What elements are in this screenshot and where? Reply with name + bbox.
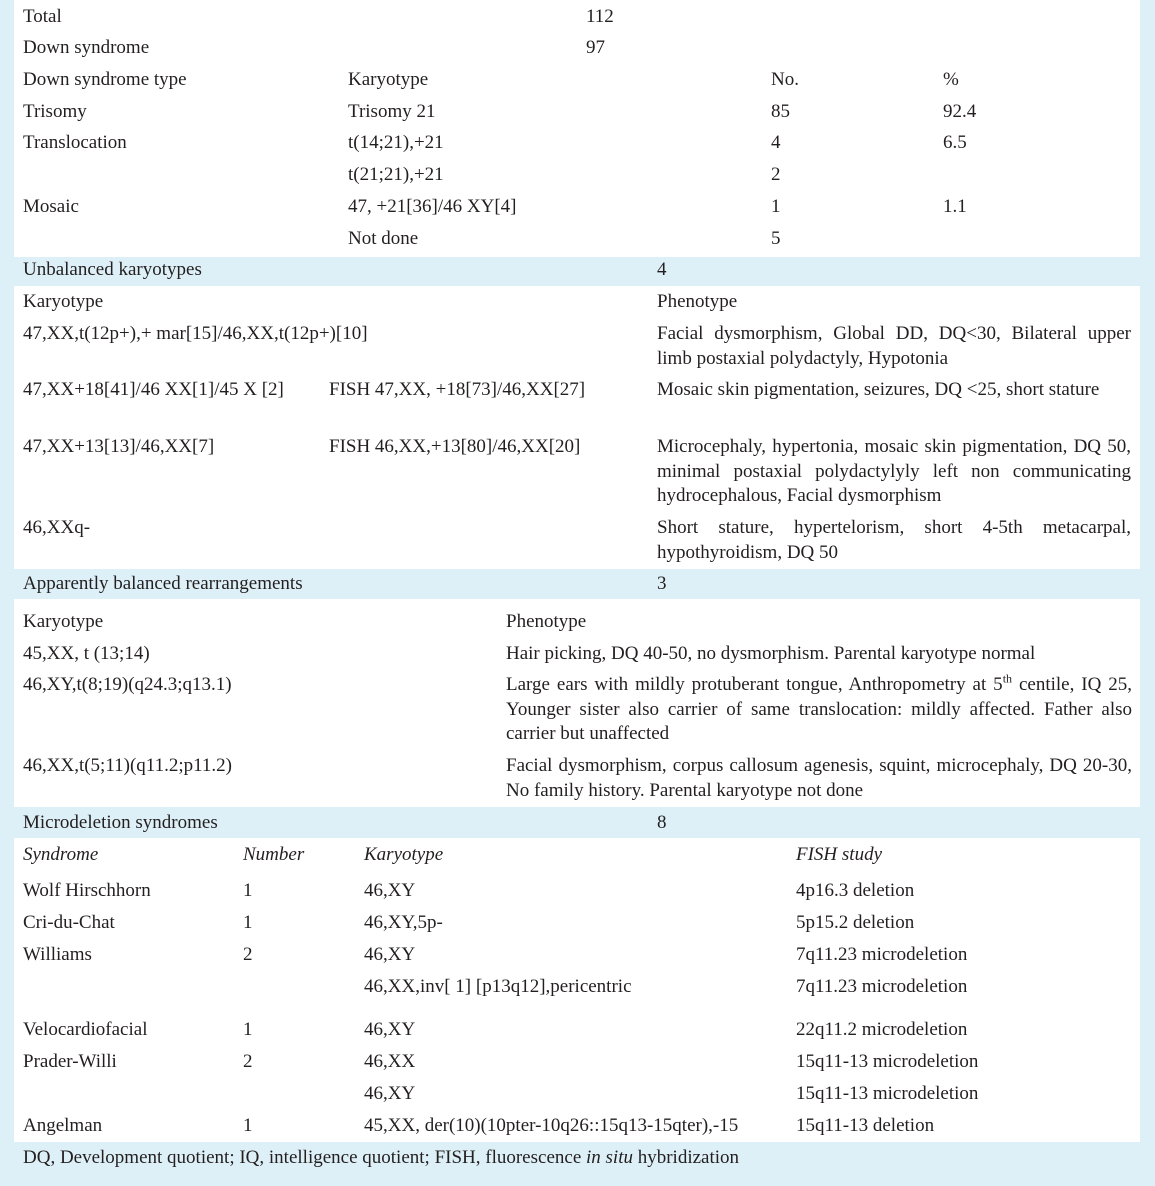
micro-karyotype: 46,XY — [364, 1019, 416, 1040]
unbalanced-phenotype: Facial dysmorphism, Global DD, DQ<30, Bilateral upper limb postaxial polydactyly, Hypotonia — [657, 323, 1131, 369]
micro-karyotype: 45,XX, der(10)(10pter-10q26::15q13-15qter),-15 — [364, 1115, 739, 1136]
balanced-header-karyotype: Karyotype — [23, 611, 104, 632]
footnote-text: DQ, Development quotient; IQ, intelligence quotient; FISH, fluorescence — [23, 1147, 586, 1168]
micro-karyotype: 46,XX — [364, 1051, 416, 1072]
micro-fish: 4p16.3 deletion — [796, 880, 915, 901]
microdeletion-count: 8 — [657, 812, 667, 833]
micro-number: 2 — [243, 944, 253, 965]
micro-fish: 7q11.23 microdeletion — [796, 944, 968, 965]
micro-syndrome: Prader-Willi — [23, 1051, 117, 1072]
micro-fish: 15q11-13 microdeletion — [796, 1083, 979, 1104]
ds-karyotype: t(14;21),+21 — [348, 132, 444, 153]
balanced-phenotype: Facial dysmorphism, corpus callosum agenesis, squint, microcephaly, DQ 20-30, No family history. Parental karyotype not done — [506, 755, 1132, 801]
micro-syndrome: Cri-du-Chat — [23, 912, 115, 933]
down-syndrome-value: 97 — [586, 37, 605, 58]
ds-header-karyotype: Karyotype — [348, 69, 429, 90]
ds-type: Trisomy — [23, 101, 87, 122]
unbalanced-fish: FISH 46,XX,+13[80]/46,XX[20] — [329, 436, 581, 457]
micro-karyotype: 46,XY — [364, 944, 416, 965]
micro-header-karyotype: Karyotype — [364, 844, 444, 865]
ds-karyotype: 47, +21[36]/46 XY[4] — [348, 196, 517, 217]
balanced-karyotype: 45,XX, t (13;14) — [23, 643, 150, 664]
ds-no: 2 — [771, 164, 781, 185]
micro-syndrome: Williams — [23, 944, 92, 965]
micro-header-number: Number — [243, 844, 305, 865]
unbalanced-fish: FISH 47,XX, +18[73]/46,XX[27] — [329, 379, 586, 400]
balanced-phenotype-part: Large ears with mildly protuberant tongue, Anthropometry at 5 — [506, 674, 1003, 695]
balanced-phenotype-part: centile, IQ 25, Younger sister also carrier of same translocation: mildly affected. Father also carrier but unaffected — [506, 674, 1132, 744]
micro-fish: 7q11.23 microdeletion — [796, 976, 968, 997]
total-label: Total — [23, 6, 62, 27]
table-footnote — [23, 1146, 739, 1170]
ds-header-no: No. — [771, 69, 799, 90]
unbalanced-phenotype: Mosaic skin pigmentation, seizures, DQ <25, short stature — [657, 379, 1100, 400]
unbalanced-header-karyotype: Karyotype — [23, 291, 104, 312]
balanced-title: Apparently balanced rearrangements — [23, 573, 303, 594]
footnote-text: hybridization — [632, 1147, 740, 1168]
micro-fish: 5p15.2 deletion — [796, 912, 915, 933]
ds-karyotype: t(21;21),+21 — [348, 164, 444, 185]
ds-pct: 92.4 — [943, 101, 977, 122]
balanced-phenotype: Hair picking, DQ 40-50, no dysmorphism. Parental karyotype normal — [506, 643, 1036, 664]
unbalanced-phenotype: Microcephaly, hypertonia, mosaic skin pigmentation, DQ 50, minimal postaxial polydactylyly left non communicating hydrocephalous, Facial dysmorphism — [657, 436, 1131, 506]
microdeletion-title: Microdeletion syndromes — [23, 812, 218, 833]
unbalanced-title: Unbalanced karyotypes — [23, 259, 202, 280]
micro-karyotype: 46,XX,inv[ 1] [p13q12],pericentric — [364, 976, 632, 997]
ds-karyotype: Not done — [348, 228, 419, 249]
ds-pct: 1.1 — [943, 196, 967, 217]
micro-number: 2 — [243, 1051, 253, 1072]
balanced-phenotype — [506, 673, 1132, 747]
unbalanced-header-phenotype: Phenotype — [657, 291, 738, 312]
balanced-phenotype-superscript: th — [1002, 671, 1013, 686]
micro-karyotype: 46,XY — [364, 880, 416, 901]
micro-fish: 15q11-13 microdeletion — [796, 1051, 979, 1072]
micro-header-syndrome: Syndrome — [23, 844, 99, 865]
balanced-header-phenotype: Phenotype — [506, 611, 587, 632]
ds-no: 4 — [771, 132, 781, 153]
balanced-count: 3 — [657, 573, 667, 594]
micro-fish: 22q11.2 microdeletion — [796, 1019, 968, 1040]
down-syndrome-label: Down syndrome — [23, 37, 150, 58]
micro-karyotype: 46,XY,5p- — [364, 912, 443, 933]
micro-syndrome: Velocardiofacial — [23, 1019, 148, 1040]
micro-number: 1 — [243, 1019, 253, 1040]
ds-pct: 6.5 — [943, 132, 967, 153]
ds-no: 5 — [771, 228, 781, 249]
ds-type: Translocation — [23, 132, 127, 153]
micro-syndrome: Wolf Hirschhorn — [23, 880, 151, 901]
ds-no: 85 — [771, 101, 790, 122]
ds-karyotype: Trisomy 21 — [348, 101, 436, 122]
total-value: 112 — [586, 6, 614, 27]
unbalanced-karyotype: 47,XX,t(12p+),+ mar[15]/46,XX,t(12p+)[10] — [23, 323, 368, 344]
unbalanced-count: 4 — [657, 259, 667, 280]
micro-number: 1 — [243, 880, 253, 901]
unbalanced-karyotype: 46,XXq- — [23, 517, 91, 538]
micro-fish: 15q11-13 deletion — [796, 1115, 935, 1136]
micro-number: 1 — [243, 1115, 253, 1136]
balanced-karyotype: 46,XX,t(5;11)(q11.2;p11.2) — [23, 755, 232, 776]
unbalanced-karyotype: 47,XX+13[13]/46,XX[7] — [23, 436, 215, 457]
ds-no: 1 — [771, 196, 781, 217]
micro-syndrome: Angelman — [23, 1115, 103, 1136]
ds-header-type: Down syndrome type — [23, 69, 187, 90]
footnote-italic: in situ — [586, 1147, 633, 1168]
ds-header-pct: % — [943, 69, 959, 90]
micro-number: 1 — [243, 912, 253, 933]
unbalanced-karyotype: 47,XX+18[41]/46 XX[1]/45 X [2] — [23, 379, 284, 400]
micro-karyotype: 46,XY — [364, 1083, 416, 1104]
unbalanced-phenotype: Short stature, hypertelorism, short 4-5th metacarpal, hypothyroidism, DQ 50 — [657, 517, 1131, 563]
balanced-karyotype: 46,XY,t(8;19)(q24.3;q13.1) — [23, 674, 232, 695]
micro-header-fish: FISH study — [796, 844, 883, 865]
ds-type: Mosaic — [23, 196, 79, 217]
